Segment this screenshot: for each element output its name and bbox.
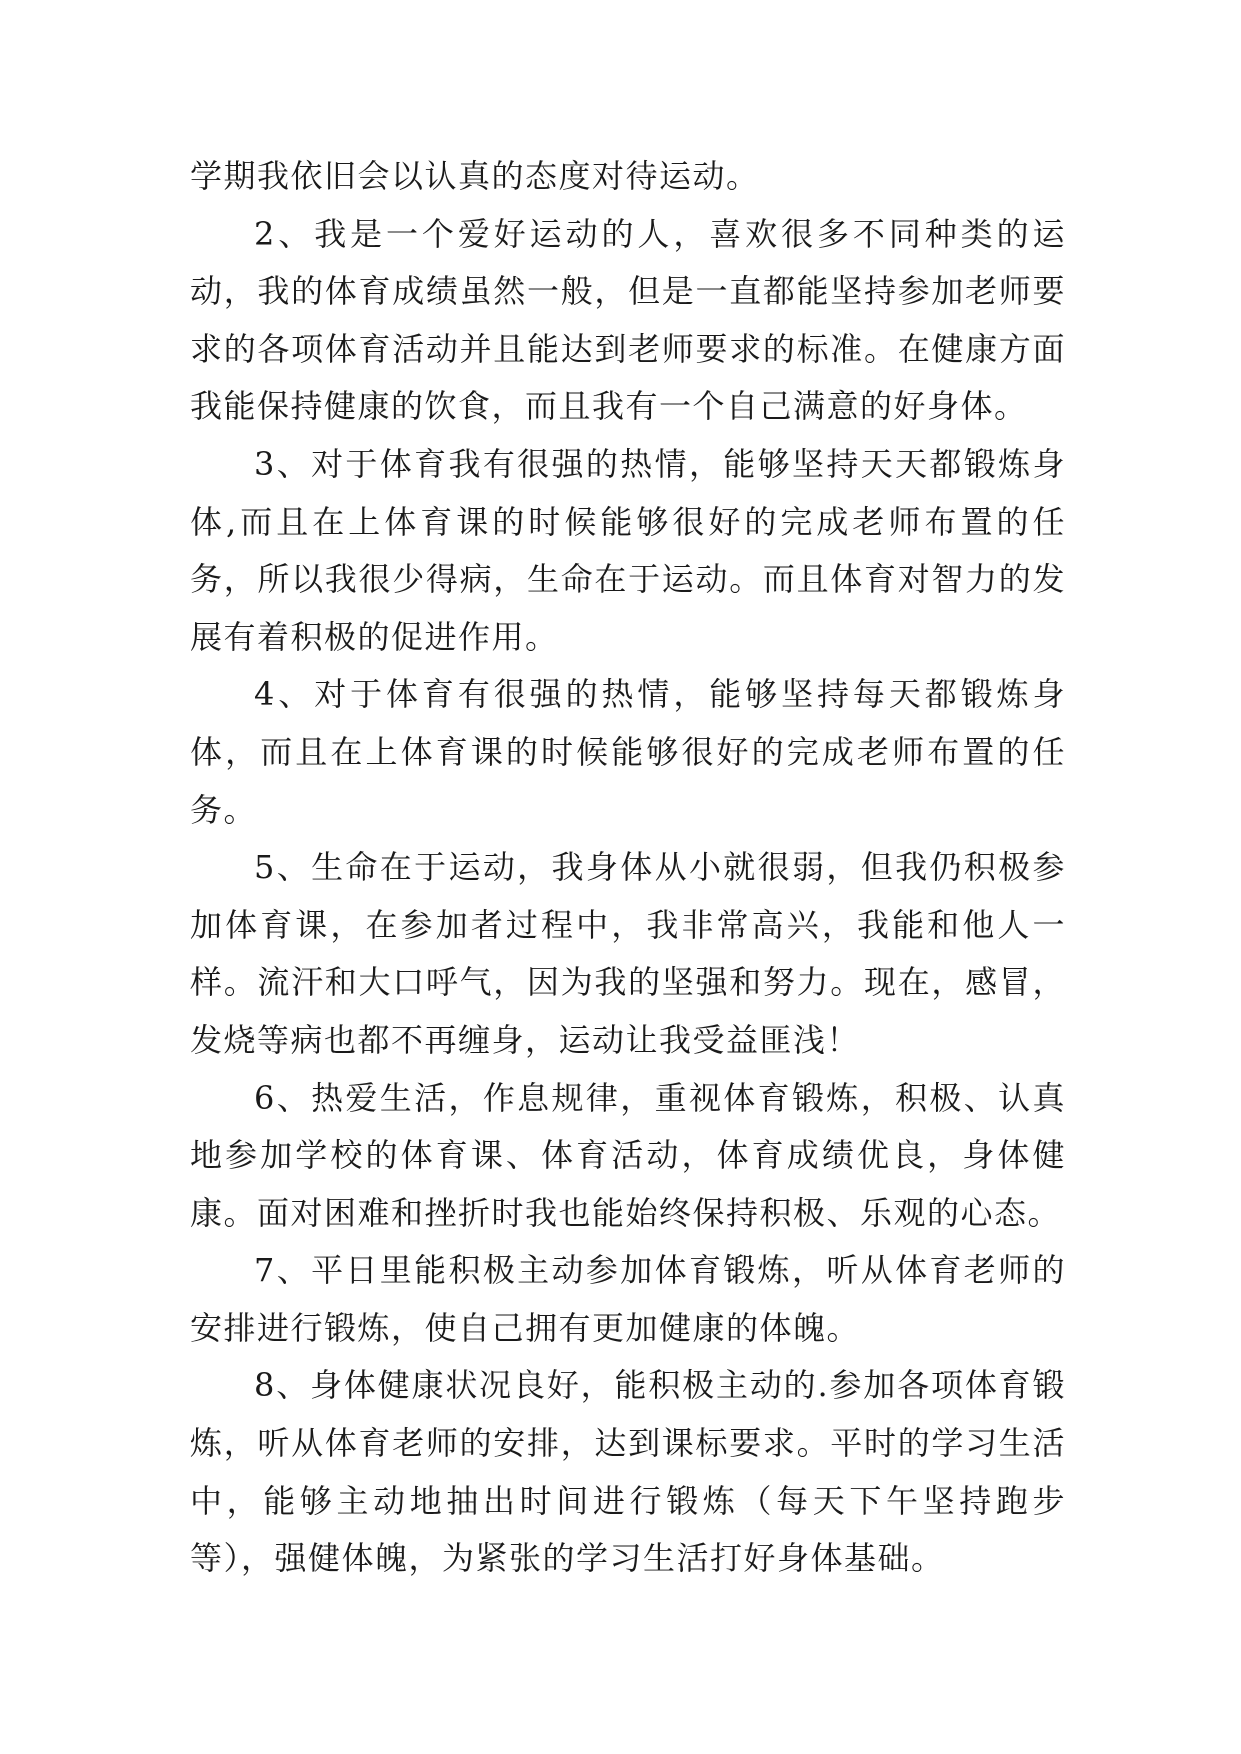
paragraph-item-7: 7、平日里能积极主动参加体育锻炼，听从体育老师的安排进行锻炼，使自己拥有更加健康的体魄。 — [190, 1251, 1066, 1347]
document-body — [190, 148, 1066, 1588]
paragraph-item-8: 8、身体健康状况良好，能积极主动的.参加各项体育锻炼，听从体育老师的安排，达到课标要求。平时的学习生活中，能够主动地抽出时间进行锻炼（每天下午坚持跑步等），强健体魄，为紧张的学习生活打好身体基础。 — [190, 1366, 1066, 1578]
paragraph-item-3: 3、对于体育我有很强的热情，能够坚持天天都锻炼身体,而且在上体育课的时候能够很好的完成老师布置的任务，所以我很少得病，生命在于运动。而且体育对智力的发展有着积极的促进作用。 — [190, 444, 1066, 656]
paragraph-item-4: 4、对于体育有很强的热情，能够坚持每天都锻炼身体，而且在上体育课的时候能够很好的完成老师布置的任务。 — [190, 675, 1066, 829]
paragraph-item-6: 6、热爱生活，作息规律，重视体育锻炼，积极、认真地参加学校的体育课、体育活动，体育成绩优良，身体健康。面对困难和挫折时我也能始终保持积极、乐观的心态。 — [190, 1078, 1066, 1232]
paragraph-item-2: 2、我是一个爱好运动的人，喜欢很多不同种类的运动，我的体育成绩虽然一般，但是一直都能坚持参加老师要求的各项体育活动并且能达到老师要求的标准。在健康方面我能保持健康的饮食，而且我有一个自己满意的好身体。 — [190, 214, 1066, 426]
paragraph-item-5: 5、生命在于运动，我身体从小就很弱，但我仍积极参加体育课，在参加者过程中，我非常高兴，我能和他人一样。流汗和大口呼气，因为我的坚强和努力。现在，感冒，发烧等病也都不再缠身，运动让我受益匪浅！ — [190, 848, 1066, 1059]
paragraph-continuation: 学期我依旧会以认真的态度对待运动。 — [190, 157, 760, 195]
